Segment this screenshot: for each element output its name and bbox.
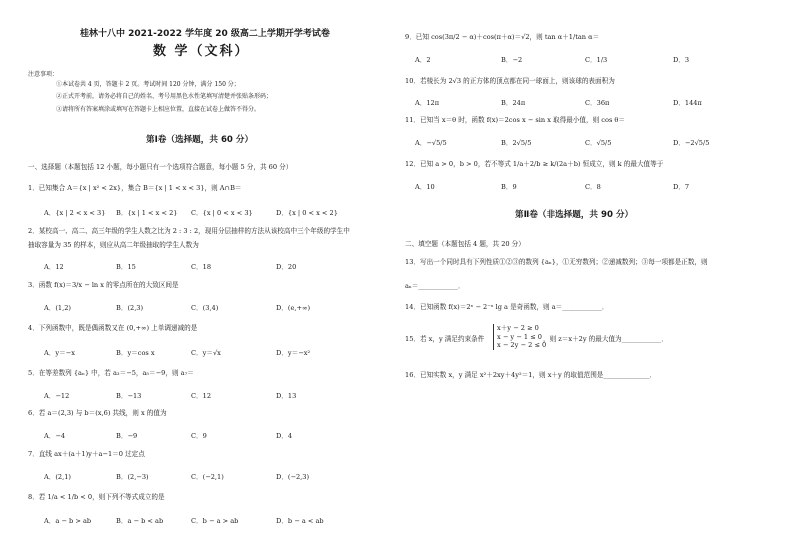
option-a: A．a − b > ab: [44, 517, 92, 525]
question-11-stem: 11．已知当 x＝θ 时，函数 f(x)＝2cos x − sin x 取得最小值，则 cos θ＝: [405, 116, 625, 124]
question-14: 14．已知函数 f(x)＝2ˣ − 2⁻ˣ lg a 是奇函数，则 a＝____________．: [405, 303, 609, 311]
option-a: A．{x | 2 < x < 3}: [44, 209, 106, 217]
option-a: A．(2,1): [44, 473, 71, 481]
option-a: A．−4: [44, 432, 66, 440]
option-a: A．12: [44, 263, 64, 271]
subject-title: 数 学（文科）: [153, 44, 250, 59]
option-c: C．8: [585, 183, 601, 191]
option-d: D．3: [673, 56, 690, 64]
constraint-3: x − 2y − 2 ≤ 0: [497, 341, 547, 349]
option-d: D．20: [276, 263, 297, 271]
option-b: B．(2,3): [116, 304, 144, 312]
option-c: C．36π: [585, 99, 610, 107]
part1-instruction: 一、选择题（本题包括 12 小题，每小题只有一个选项符合题意，每小题 5 分，共 60 分）: [28, 163, 293, 171]
option-a: A．12π: [415, 99, 440, 107]
option-a: A．−√5/5: [415, 139, 447, 147]
option-d: D．7: [673, 183, 690, 191]
option-d: D．4: [276, 432, 293, 440]
option-c: C．12: [191, 392, 212, 400]
question-3-stem: 3．函数 f(x)＝3/x − ln x 的零点所在的大致区间是: [28, 281, 179, 289]
question-15-suffix: ，则 z＝x＋2y 的最大值为____________．: [543, 335, 668, 343]
question-2-stem-cont: 抽取容量为 35 的样本，则应从高二年级抽取的学生人数为: [28, 241, 199, 249]
option-b: B．24π: [501, 99, 526, 107]
notes-label: 注意事项：: [28, 71, 59, 78]
option-a: A．(1,2): [44, 304, 71, 312]
option-c: C．18: [191, 263, 212, 271]
option-d: D．−2√5/5: [673, 139, 710, 147]
question-2-stem: 2．某校高一、高二、高三年级的学生人数之比为 2 : 3 : 2，现用分层抽样的方法从该校高中三个年级的学生中: [28, 227, 350, 235]
option-d: D．(e,+∞): [276, 304, 311, 312]
option-c: C．b − a > ab: [191, 517, 239, 525]
question-13-line-2: aₙ＝____________．: [405, 282, 465, 290]
option-c: C．1/3: [585, 56, 608, 64]
option-c: C．√5/5: [585, 139, 612, 147]
option-b: B．−9: [116, 432, 138, 440]
part2-heading: 第Ⅱ卷（非选择题，共 90 分）: [515, 210, 634, 220]
option-d: D．{x | 0 < x < 2}: [276, 209, 338, 217]
question-15-prefix: 15．若 x，y 满足约束条件: [405, 335, 485, 343]
part2-instruction: 二、填空题（本题包括 4 题，共 20 分）: [405, 240, 525, 248]
option-b: B．a − b < ab: [116, 517, 164, 525]
option-d: D．b − a < ab: [276, 517, 324, 525]
note-item-2: ②正式开考前，请务必将自己的姓名、考号用黑色水性笔填写清楚并张贴条形码；: [56, 93, 273, 100]
option-c: C．(−2,1): [191, 473, 224, 481]
part1-heading: 第Ⅰ卷（选择题，共 60 分）: [146, 135, 254, 145]
option-c: C．{x | 0 < x < 3}: [191, 209, 253, 217]
option-b: B．−2: [501, 56, 523, 64]
question-7-stem: 7．直线 ax＋(a＋1)y＋a−1＝0 过定点: [28, 450, 145, 458]
option-c: C．y＝√x: [191, 349, 221, 357]
note-item-3: ③请将所有答案填涂或填写在答题卡上相应位置，直接在试卷上做答不得分。: [56, 106, 261, 113]
option-a: A．10: [415, 183, 435, 191]
question-5-stem: 5．在等差数列 {aₙ} 中，若 a₃＝−5，a₅＝−9，则 a₇＝: [28, 369, 194, 377]
constraint-1: x＋y − 2 ≥ 0: [497, 324, 539, 332]
option-d: D．y＝−x²: [276, 349, 311, 357]
option-b: B．{x | 1 < x < 2}: [116, 209, 178, 217]
option-d: D．(−2,3): [276, 473, 310, 481]
question-13-line-1: 13．写出一个同时具有下列性质①②③的数列 {aₙ}，①无穷数列；②递减数列；③每一项都是正数，则: [405, 258, 708, 266]
option-b: B．9: [501, 183, 517, 191]
question-8-stem: 8．若 1/a < 1/b < 0，则下列不等式成立的是: [28, 493, 165, 501]
option-b: B．2√5/5: [501, 139, 532, 147]
question-16: 16．已知实数 x，y 满足 x²＋2xy＋4y²＝1，则 x＋y 的取值范围是______________．: [405, 371, 657, 379]
question-1-stem: 1．已知集合 A＝{x | x² < 2x}，集合 B＝{x | 1 < x < 3}，则 A∩B＝: [28, 184, 242, 192]
question-4-stem: 4．下列函数中，既是偶函数又在 (0,+∞) 上单调递减的是: [28, 324, 198, 332]
option-c: C．9: [191, 432, 207, 440]
option-c: C．(3,4): [191, 304, 219, 312]
option-b: B．15: [116, 263, 136, 271]
constraint-2: x − y − 1 ≤ 0: [497, 332, 542, 341]
question-6-stem: 6．若 a＝(2,3) 与 b＝(x,6) 共线，则 x 的值为: [28, 409, 167, 417]
option-a: A．y＝−x: [44, 349, 75, 357]
note-item-1: ①本试卷共 4 页，答题卡 2 页。考试时间 120 分钟，满分 150 分；: [56, 81, 240, 88]
option-b: B．y＝cos x: [116, 349, 155, 357]
question-10-stem: 10．若棱长为 2√3 的正方体的顶点都在同一球面上，则该球的表面积为: [405, 77, 615, 85]
question-9-stem: 9．已知 cos(3π/2 − α)＋cos(π＋α)＝√2，则 tan α＋1/tan α＝: [405, 33, 600, 41]
question-15-system: [493, 324, 546, 350]
exam-title: 桂林十八中 2021-2022 学年度 20 级高二上学期开学考试卷: [80, 29, 330, 39]
option-b: B．−13: [116, 392, 142, 400]
option-a: A．−12: [44, 392, 70, 400]
option-d: D．13: [276, 392, 297, 400]
question-12-stem: 12．已知 a > 0，b > 0，若不等式 1/a＋2/b ≥ k/(2a＋b) 恒成立，则 k 的最大值等于: [405, 160, 664, 168]
option-b: B．(2,−3): [116, 473, 149, 481]
option-a: A．2: [415, 56, 431, 64]
option-d: D．144π: [673, 99, 702, 107]
